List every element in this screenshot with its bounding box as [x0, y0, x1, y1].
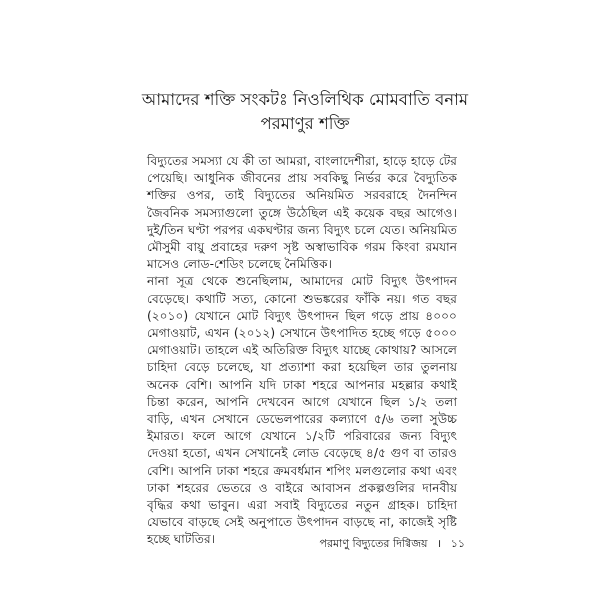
page-number: ১১ — [450, 537, 465, 550]
running-title: পরমাণু বিদ্যুতের দিগ্বিজয় — [319, 537, 428, 550]
body-text — [147, 153, 457, 549]
chapter-title-line-1: আমাদের শক্তি সংকটঃ নিওলিথিক মোমবাতি বনাম — [141, 90, 469, 109]
paragraph-1: বিদ্যুতের সমস্যা যে কী তা আমরা, বাংলাদেশীরা, হাড়ে হাড়ে টের পেয়েছি। আধুনিক জীবনের প্রায় সবকিছু নির্ভর করে বৈদ্যুতিক শক্তির ওপর, তাই বিদ্যুতের অনিয়মিত সরবরাহে দৈনন্দিন জৈবনিক সমস্যাগুলো তুঙ্গে উঠেছিল এই কয়েক বছর আগেও। দুই/তিন ঘণ্টা পরপর একঘণ্টার জন্য বিদ্যুৎ চলে যেত। অনিয়মিত মৌসুমী বায়ু প্রবাহের দরুণ সৃষ্ট অস্বাভাবিক গরম কিংবা রমযান মাসেও লোড-শেডিং চলেছে নৈমিত্তিক। — [147, 154, 457, 272]
footer-separator: । — [437, 537, 442, 550]
chapter-title-line-2: পরমাণুর শক্তি — [260, 114, 350, 133]
page-footer — [300, 537, 465, 551]
paragraph-2: নানা সূত্র থেকে শুনেছিলাম, আমাদের মোট বিদ্যুৎ উৎপাদন বেড়েছে। কথাটি সত্য, কোনো শুভঙ্করের ফাঁকি নয়। গত বছর (২০১০) যেখানে মোট বিদ্যুৎ উৎপাদন ছিল গড়ে প্রায় ৪০০০ মেগাওয়াট, এখন (২০১২) সেখানে উৎপাদিত হচ্ছে গড়ে ৫০০০ মেগাওয়াট। তাহলে এই অতিরিক্ত বিদ্যুৎ যাচ্ছে কোথায়? আসলে চাহিদা বেড়ে চলেছে, যা প্রত্যাশা করা হয়েছিল তার তুলনায় অনেক বেশি। আপনি যদি ঢাকা শহরে আপনার মহল্লার কথাই চিন্তা করেন, আপনি দেখবেন আগে যেখানে ছিল ১/২ তলা বাড়ি, এখন সেখানে ডেভেলপারের কল্যাণে ৫/৬ তলা সুউচ্চ ইমারত। ফলে আগে যেখানে ১/২টি পরিবারের জন্য বিদ্যুৎ দেওয়া হতো, এখন সেখানেই লোড বেড়েছে ৪/৫ গুণ বা তারও বেশি। আপনি ঢাকা শহরে ক্রমবর্ধমান শপিং মলগুলোর কথা এবং ঢাকা শহরের ভেতরে ও বাইরে আবাসন প্রকল্পগুলির দানবীয় বৃদ্ধির কথা ভাবুন। এরা সবাই বিদ্যুতের নতুন গ্রাহক। চাহিদা যেভাবে বাড়ছে সেই অনুপাতে উৎপাদন বাড়ছে না, কাজেই সৃষ্টি হচ্ছে ঘাটতির। — [147, 274, 457, 547]
chapter-title — [140, 88, 470, 136]
